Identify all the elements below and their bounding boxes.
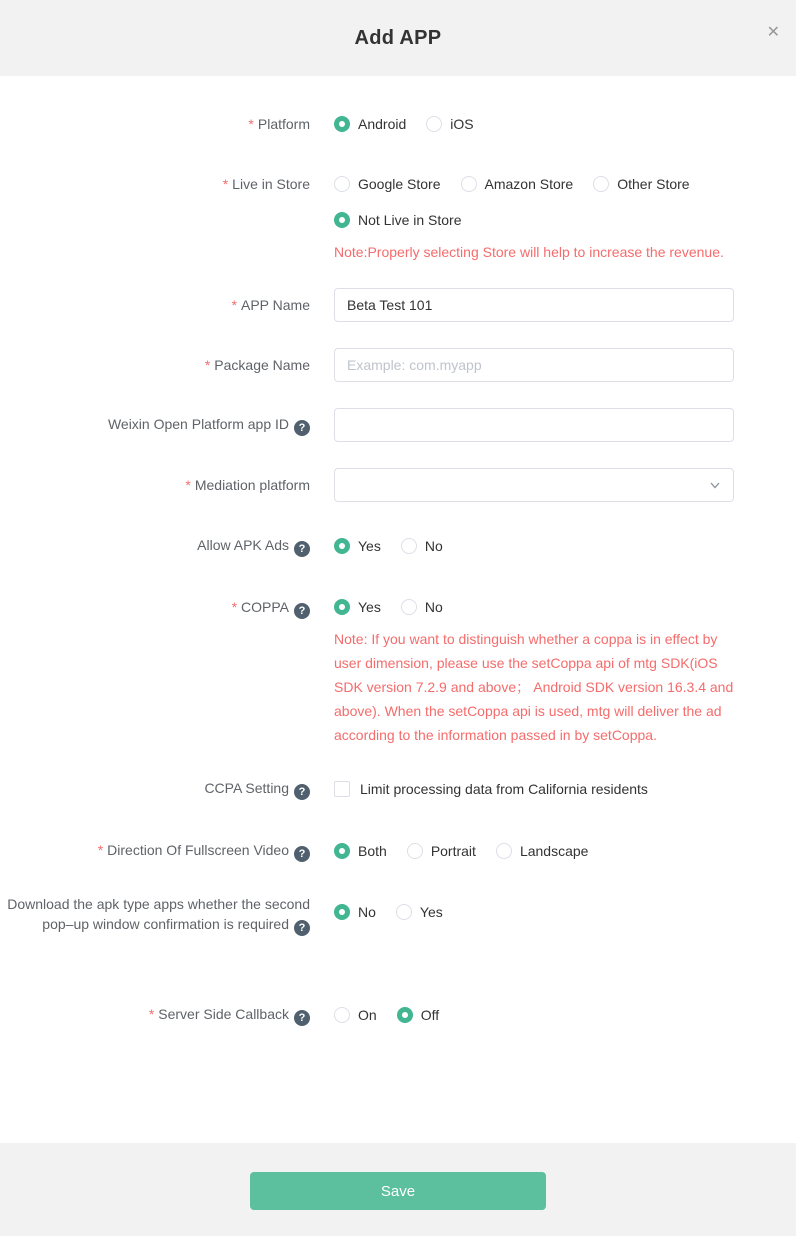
app-name-label: * APP Name bbox=[231, 297, 310, 313]
radio-unselected-icon bbox=[334, 1007, 350, 1023]
coppa-radio-group bbox=[334, 597, 734, 617]
chevron-down-icon bbox=[709, 479, 721, 491]
allow-apk-ads-label: Allow APK Ads ? bbox=[0, 535, 310, 557]
radio-unselected-icon bbox=[396, 904, 412, 920]
radio-download-confirm-yes[interactable]: Yes bbox=[396, 902, 443, 922]
radio-callback-on[interactable]: On bbox=[334, 1005, 377, 1025]
required-asterisk: * bbox=[204, 357, 211, 373]
store-note: Note:Properly selecting Store will help to increase the revenue. bbox=[334, 244, 724, 260]
ccpa-checkbox[interactable]: Limit processing data from California residents bbox=[334, 779, 734, 799]
coppa-controls bbox=[334, 597, 734, 747]
radio-download-confirm-no[interactable]: No bbox=[334, 902, 376, 922]
live-in-store-radio-row1 bbox=[334, 174, 734, 194]
form-row-ccpa bbox=[0, 778, 796, 800]
coppa-note: Note: If you want to distinguish whether a coppa is in effect by user dimension, please use the setCoppa api of mtg SDK(iOS SDK version 7.2.9 and above； Android SDK version 16.3.4 and above). When the setCoppa api is used, mtg will deliver the ad according to the information passed in by setCoppa. bbox=[334, 631, 734, 743]
fullscreen-direction-radio-group bbox=[334, 841, 734, 861]
required-asterisk: * bbox=[231, 599, 238, 615]
close-icon[interactable]: ✕ bbox=[766, 24, 780, 41]
dialog-header bbox=[0, 0, 796, 76]
radio-unselected-icon bbox=[593, 176, 609, 192]
radio-apk-ads-no[interactable]: No bbox=[401, 536, 443, 556]
help-icon[interactable]: ? bbox=[294, 420, 310, 436]
radio-ios[interactable]: iOS bbox=[426, 114, 473, 134]
save-button[interactable]: Save bbox=[250, 1172, 546, 1210]
weixin-app-id-label: Weixin Open Platform app ID ? bbox=[0, 414, 310, 436]
required-asterisk: * bbox=[185, 477, 191, 493]
radio-direction-both[interactable]: Both bbox=[334, 841, 387, 861]
app-name-control bbox=[334, 288, 734, 322]
required-asterisk: * bbox=[222, 176, 229, 192]
radio-direction-landscape[interactable]: Landscape bbox=[496, 841, 589, 861]
form-row-package-name bbox=[0, 348, 796, 382]
allow-apk-ads-radio-group bbox=[334, 536, 734, 556]
radio-unselected-icon bbox=[401, 599, 417, 615]
server-side-callback-label: * Server Side Callback ? bbox=[0, 1004, 310, 1026]
radio-android[interactable]: Android bbox=[334, 114, 406, 134]
form-row-platform bbox=[0, 114, 796, 134]
form-row-mediation-platform bbox=[0, 468, 796, 502]
help-icon[interactable]: ? bbox=[294, 846, 310, 862]
radio-other-store[interactable]: Other Store bbox=[593, 174, 689, 194]
radio-unselected-icon bbox=[401, 538, 417, 554]
radio-unselected-icon bbox=[461, 176, 477, 192]
package-name-control bbox=[334, 348, 734, 382]
weixin-app-id-input[interactable] bbox=[334, 408, 734, 442]
help-icon[interactable]: ? bbox=[294, 603, 310, 619]
help-icon[interactable]: ? bbox=[294, 920, 310, 936]
form-row-app-name bbox=[0, 288, 796, 322]
package-name-input[interactable] bbox=[334, 348, 734, 382]
live-in-store-controls bbox=[334, 174, 734, 264]
form-row-weixin-app-id bbox=[0, 408, 796, 442]
help-icon[interactable]: ? bbox=[294, 1010, 310, 1026]
form-row-coppa bbox=[0, 597, 796, 747]
apk-download-confirm-radio-group bbox=[334, 902, 734, 922]
server-side-callback-radio-group bbox=[334, 1005, 734, 1025]
radio-unselected-icon bbox=[496, 843, 512, 859]
radio-selected-icon bbox=[334, 538, 350, 554]
help-icon[interactable]: ? bbox=[294, 784, 310, 800]
required-asterisk: * bbox=[97, 842, 104, 858]
dialog-footer bbox=[0, 1143, 796, 1236]
platform-radio-group bbox=[334, 114, 734, 134]
form-row-allow-apk-ads bbox=[0, 535, 796, 557]
ccpa-label: CCPA Setting ? bbox=[0, 778, 310, 800]
weixin-app-id-control bbox=[334, 408, 734, 442]
mediation-platform-label: * Mediation platform bbox=[185, 477, 310, 493]
radio-coppa-yes[interactable]: Yes bbox=[334, 597, 381, 617]
help-icon[interactable]: ? bbox=[294, 541, 310, 557]
form-row-live-in-store bbox=[0, 174, 796, 264]
radio-selected-icon bbox=[334, 599, 350, 615]
dialog-body bbox=[0, 76, 796, 1143]
radio-amazon-store[interactable]: Amazon Store bbox=[461, 174, 574, 194]
mediation-platform-control bbox=[334, 468, 734, 502]
platform-label: * Platform bbox=[248, 116, 310, 132]
radio-selected-icon bbox=[334, 212, 350, 228]
radio-not-live-in-store[interactable]: Not Live in Store bbox=[334, 210, 462, 230]
radio-unselected-icon bbox=[334, 176, 350, 192]
ccpa-control bbox=[334, 779, 734, 799]
dialog-title: Add APP bbox=[354, 26, 442, 49]
required-asterisk: * bbox=[248, 116, 254, 132]
radio-selected-icon bbox=[334, 116, 350, 132]
radio-direction-portrait[interactable]: Portrait bbox=[407, 841, 476, 861]
coppa-label: * COPPA ? bbox=[0, 597, 310, 619]
mediation-platform-select[interactable] bbox=[334, 468, 734, 502]
checkbox-unchecked-icon bbox=[334, 781, 350, 797]
apk-download-confirm-label: Download the apk type apps whether the second pop–up window confirmation is required ? bbox=[7, 896, 310, 934]
radio-coppa-no[interactable]: No bbox=[401, 597, 443, 617]
radio-selected-icon bbox=[334, 904, 350, 920]
app-name-input[interactable] bbox=[334, 288, 734, 322]
live-in-store-radio-row2 bbox=[334, 210, 734, 230]
radio-selected-icon bbox=[397, 1007, 413, 1023]
live-in-store-label: * Live in Store bbox=[222, 176, 310, 192]
form-row-fullscreen-direction bbox=[0, 840, 796, 862]
radio-selected-icon bbox=[334, 843, 350, 859]
radio-callback-off[interactable]: Off bbox=[397, 1005, 439, 1025]
form-row-server-side-callback bbox=[0, 1004, 796, 1026]
radio-google-store[interactable]: Google Store bbox=[334, 174, 441, 194]
radio-unselected-icon bbox=[426, 116, 442, 132]
required-asterisk: * bbox=[231, 297, 237, 313]
fullscreen-direction-label: * Direction Of Fullscreen Video ? bbox=[0, 840, 310, 862]
radio-unselected-icon bbox=[407, 843, 423, 859]
radio-apk-ads-yes[interactable]: Yes bbox=[334, 536, 381, 556]
package-name-label: * Package Name bbox=[204, 357, 310, 373]
form-row-apk-download-confirm bbox=[0, 894, 796, 936]
required-asterisk: * bbox=[148, 1006, 155, 1022]
